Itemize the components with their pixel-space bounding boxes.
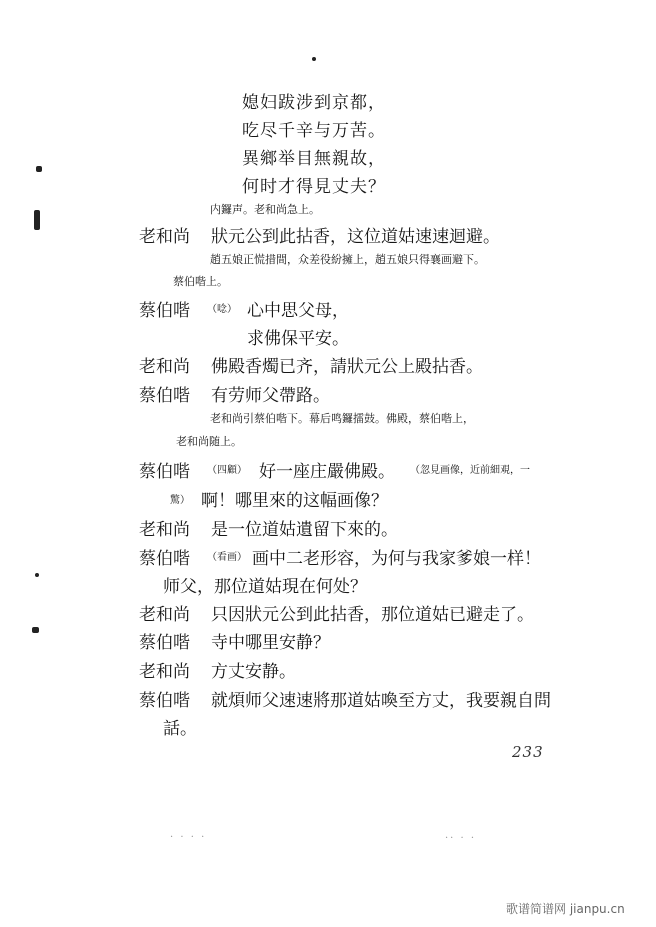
- stage-aside: 驚）: [170, 495, 190, 506]
- stage-direction: 蔡伯喈上。: [173, 275, 228, 288]
- speaker-name: 老和尚: [139, 227, 190, 247]
- dialogue-text: 狀元公到此拈香，这位道姑速速迴避。: [211, 227, 500, 247]
- stage-aside: （四顧）: [207, 465, 247, 476]
- stage-direction: 老和尚引蔡伯喈下。幕后鸣鑼擂鼓。佛殿，蔡伯喈上，: [210, 412, 474, 425]
- speaker-name: 蔡伯喈: [139, 301, 190, 321]
- dialogue-text: 寺中哪里安静？: [211, 633, 330, 653]
- scan-speck: [32, 627, 39, 633]
- verse-line: 何时才得見丈夫？: [242, 177, 386, 197]
- dialogue-text: 画中二老形容，为何与我家爹娘一样！: [252, 549, 541, 569]
- stage-direction: 老和尚随上。: [176, 435, 242, 448]
- speaker-name: 蔡伯喈: [139, 462, 190, 482]
- verse-line: 異鄉举目無親故，: [242, 149, 386, 169]
- dialogue-text: 佛殿香燭已齐，請狀元公上殿拈香。: [211, 357, 483, 377]
- scan-speck: [35, 573, 39, 577]
- scan-speck: [312, 57, 316, 61]
- scan-speck: [36, 166, 42, 172]
- page-number: 233: [512, 743, 544, 761]
- speaker-name: 蔡伯喈: [139, 386, 190, 406]
- dialogue-text: 啊！哪里來的这幅画像？: [201, 491, 388, 511]
- scan-noise: · · · ·: [170, 832, 207, 843]
- dialogue-text: 只因狀元公到此拈香，那位道姑已避走了。: [211, 605, 534, 625]
- scan-noise: ·· · ·: [445, 833, 477, 844]
- speaker-name: 蔡伯喈: [139, 549, 190, 569]
- stage-direction: 趙五娘正慌措間，众差役紛擁上，趙五娘只得襄画避下。: [210, 253, 485, 266]
- speaker-name: 老和尚: [139, 357, 190, 377]
- dialogue-text: 有劳师父帶路。: [211, 386, 330, 406]
- speaker-name: 老和尚: [139, 605, 190, 625]
- dialogue-text: 方丈安静。: [211, 662, 296, 682]
- dialogue-text: 求佛保平安。: [247, 329, 349, 349]
- dialogue-text: 心中思父母，: [247, 301, 349, 321]
- dialogue-text: 好一座庄嚴佛殿。: [259, 462, 395, 482]
- stage-aside: （忽見画像，近前細覌，一: [410, 465, 530, 476]
- speaker-name: 老和尚: [139, 662, 190, 682]
- dialogue-text: 就煩师父速速將那道姑喚至方丈，我要親自問: [211, 691, 551, 711]
- stage-aside: （看画）: [207, 552, 247, 563]
- watermark: 歌谱简谱网 jianpu.cn: [506, 902, 625, 916]
- speaker-name: 老和尚: [139, 520, 190, 540]
- stage-direction: 内鑼声。老和尚急上。: [210, 203, 320, 216]
- dialogue-text: 話。: [163, 719, 197, 739]
- speaker-name: 蔡伯喈: [139, 633, 190, 653]
- dialogue-text: 是一位道姑遺留下來的。: [211, 520, 398, 540]
- verse-line: 媳妇跋涉到京都，: [242, 93, 386, 113]
- verse-line: 吃尽千辛与万苦。: [242, 121, 386, 141]
- scan-speck: [34, 210, 40, 230]
- speaker-name: 蔡伯喈: [139, 691, 190, 711]
- stage-aside: （唸）: [207, 304, 237, 315]
- dialogue-text: 师父，那位道姑現在何处？: [163, 577, 367, 597]
